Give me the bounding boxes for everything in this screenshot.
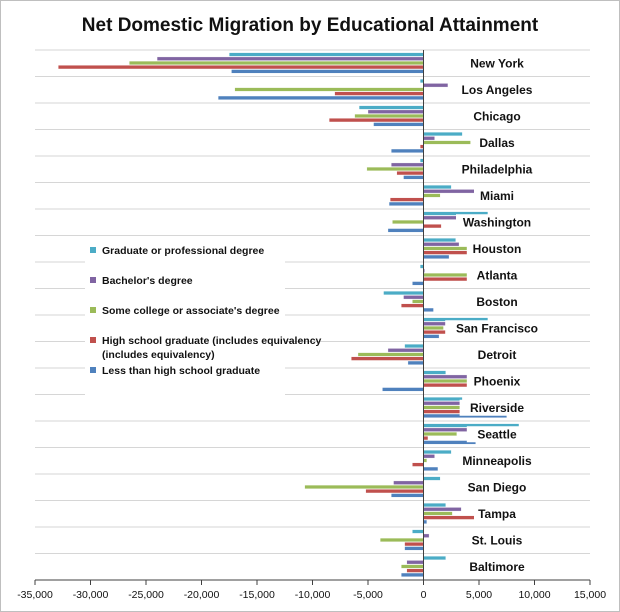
- category-label: Dallas: [479, 135, 515, 150]
- category-label: Tampa: [478, 506, 516, 521]
- bar: [404, 295, 424, 299]
- bar: [424, 242, 460, 246]
- category-label: Houston: [472, 241, 522, 256]
- bar: [424, 410, 461, 414]
- bar: [380, 538, 423, 542]
- legend-swatch: [90, 367, 96, 373]
- bar: [424, 371, 446, 375]
- bar: [401, 573, 423, 577]
- category-label: Washington: [462, 215, 532, 230]
- bar: [388, 348, 424, 352]
- bar: [359, 106, 423, 110]
- category-label: Riverside: [469, 400, 525, 415]
- x-tick-label: -15,000: [239, 589, 275, 601]
- bar: [305, 485, 424, 489]
- x-tick-label: 10,000: [518, 589, 551, 601]
- bar: [405, 344, 424, 348]
- legend-label: Some college or associate's degree: [102, 305, 280, 317]
- bar: [412, 530, 423, 534]
- bar: [368, 110, 424, 114]
- bar: [391, 163, 423, 167]
- bar: [424, 335, 440, 339]
- bar: [157, 57, 423, 61]
- bar: [355, 114, 424, 118]
- bar: [407, 569, 424, 573]
- bar: [408, 361, 424, 365]
- category-label: Miami: [479, 188, 515, 203]
- chart-title: Net Domestic Migration by Educational Attainment: [81, 15, 539, 36]
- bar: [388, 229, 424, 233]
- bar: [335, 92, 424, 96]
- bar: [390, 198, 423, 202]
- bar: [358, 353, 423, 357]
- bar: [401, 565, 423, 569]
- bar: [389, 202, 423, 206]
- bar: [407, 560, 424, 564]
- bar: [412, 300, 423, 304]
- bar: [374, 123, 424, 127]
- bar: [329, 118, 423, 122]
- x-tick-label: 15,000: [573, 589, 607, 601]
- legend-label: Less than high school graduate: [102, 365, 261, 377]
- category-label: Phoenix: [473, 374, 521, 389]
- bar: [235, 88, 424, 92]
- category-label: New York: [470, 56, 524, 71]
- category-label: Seattle: [477, 427, 517, 442]
- bar: [58, 65, 423, 69]
- category-label: Chicago: [473, 109, 521, 124]
- bar: [382, 388, 423, 392]
- bar: [424, 189, 480, 193]
- bar: [424, 194, 441, 198]
- bar: [231, 70, 423, 74]
- bar: [424, 185, 452, 189]
- x-tick-label: -5,000: [353, 589, 383, 601]
- bar: [412, 463, 423, 467]
- bar: [405, 547, 424, 551]
- bar: [397, 171, 424, 175]
- bar: [424, 477, 441, 481]
- category-label: San Francisco: [455, 321, 539, 336]
- legend-swatch: [90, 277, 96, 283]
- x-tick-label: -30,000: [72, 589, 109, 601]
- bar: [424, 255, 450, 259]
- bar: [424, 454, 435, 458]
- bar: [405, 542, 424, 546]
- x-tick-label: -20,000: [183, 589, 220, 601]
- legend-swatch: [90, 337, 96, 343]
- category-label: Los Angeles: [461, 82, 533, 97]
- bar: [129, 61, 423, 65]
- bar: [424, 516, 476, 520]
- bar: [401, 304, 423, 308]
- x-tick-label: -25,000: [128, 589, 164, 601]
- bar: [424, 467, 438, 471]
- bar: [391, 494, 423, 498]
- legend-label: Graduate or professional degree: [102, 245, 265, 257]
- bar: [424, 503, 446, 507]
- legend-label: Bachelor's degree: [102, 275, 193, 287]
- bar: [424, 507, 462, 511]
- bar: [367, 167, 424, 171]
- bar: [424, 512, 453, 516]
- x-tick-label: 0: [420, 589, 427, 601]
- category-label: Baltimore: [469, 559, 525, 574]
- bar: [424, 326, 444, 330]
- x-tick-label: 5,000: [465, 589, 493, 601]
- bar: [424, 383, 472, 387]
- legend-label: High school graduate (includes equivalency (includes equivalency): [102, 335, 322, 361]
- legend-swatch: [90, 307, 96, 313]
- bar: [424, 534, 430, 538]
- bar: [391, 149, 423, 153]
- category-label: Atlanta: [476, 268, 518, 283]
- x-tick-label: -35,000: [17, 589, 53, 601]
- bar: [424, 238, 456, 242]
- bar: [412, 282, 423, 286]
- bar: [366, 489, 424, 493]
- category-label: San Diego: [467, 480, 527, 495]
- bar: [351, 357, 423, 361]
- bar: [392, 220, 423, 224]
- bar: [218, 96, 423, 100]
- bar: [229, 53, 423, 57]
- bar: [424, 224, 442, 228]
- bar: [424, 132, 463, 136]
- bar: [424, 136, 435, 140]
- bar: [424, 83, 448, 87]
- bar: [424, 556, 446, 560]
- bar: [384, 291, 424, 295]
- category-label: Boston: [476, 294, 518, 309]
- bar: [404, 176, 424, 180]
- bar: [424, 308, 434, 312]
- bar: [424, 397, 463, 401]
- bar: [424, 401, 464, 405]
- category-label: St. Louis: [471, 533, 523, 548]
- legend-swatch: [90, 247, 96, 253]
- category-label: Minneapolis: [462, 453, 532, 468]
- bar: [394, 481, 424, 485]
- category-label: Detroit: [477, 347, 517, 362]
- bar: [424, 450, 452, 454]
- x-tick-label: -10,000: [294, 589, 331, 601]
- bar: [424, 432, 457, 436]
- category-label: Philadelphia: [461, 162, 533, 177]
- bar: [424, 436, 428, 440]
